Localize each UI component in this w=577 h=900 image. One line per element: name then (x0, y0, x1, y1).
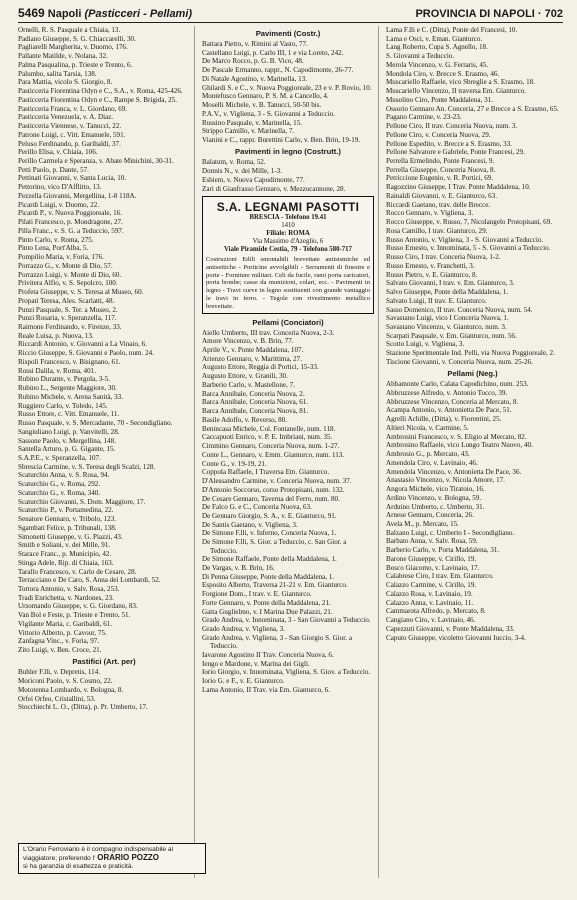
directory-entry: Picardi Luigi, v. Duomo, 22. (18, 200, 100, 209)
directory-entry: Lang Roberto, Cupa S. Agnello, 18. (386, 43, 488, 52)
directory-entry: Lama Antonio, II Trav. via Em. Gianturco, 6. (202, 685, 330, 694)
directory-entry: Scaturchio G., v. Roma, 340. (18, 488, 101, 497)
directory-entry: Palumbo, salita Tarsia, 138. (18, 69, 97, 78)
directory-entry: Musolino Ciro, Ponte Maddalena, 31. (386, 95, 493, 104)
directory-entry: Augusto Ettore, v. Granili, 30. (202, 372, 288, 381)
directory-entry: Stinga Adele, Rip. di Chiaia, 163. (18, 558, 114, 567)
directory-entry: Russo Antonio, v. Vigliena, 3 - S. Giovanni a Teduccio. (386, 235, 544, 244)
directory-entry: P.A.V., v. Vigliena, 3 - S. Giovanni a Teduccio. (202, 109, 335, 118)
directory-entry: Di Penna Giuseppe, Ponte della Maddalena, 1. (202, 572, 335, 581)
directory-entry: Scaturchio G., v. Roma, 292. (18, 480, 101, 489)
directory-entry: De Pascale Ermanno, rappr., N. Capodimonte, 26-77. (202, 66, 354, 75)
directory-entry: Amendola Ciro, v. Lavinaio, 46. (386, 458, 478, 467)
section-heading-pastifici: Pastifici (Art. per) (72, 657, 136, 667)
directory-entry: Pellone Ciro, v. Conceria Nuova, 29. (386, 130, 491, 139)
directory-entry: De Santis Gaetano, v. Vigliena, 3. (202, 520, 298, 529)
directory-entry: Pasticceria Fiorentina Odyn e C., Rampe S. Brigida, 25. (18, 95, 177, 104)
directory-entry: Balatum, v. Roma, 52. (202, 158, 266, 167)
directory-entry: Sbrescia Carmine, v. S. Teresa degli Scalzi, 128. (18, 462, 156, 471)
directory-entry: Abbruzzese Vincenzo, Conceria al Mercato, 8. (386, 397, 519, 406)
directory-entry: Rubino Durante, v. Pergola, 3-5. (18, 375, 111, 384)
directory-entry: Sasso Domenico, II trav. Conceria Nuova, num. 54. (386, 305, 533, 314)
advertisement-legnami-pasotti (202, 196, 374, 314)
directory-entry: Palma Pasqualina, p. Trieste e Trento, 6. (18, 60, 133, 69)
directory-entry: Rocco Giuseppe, v. Russo, 7, Nicolangelo Protopisani, 69. (386, 218, 553, 227)
directory-entry: Petriccione Eugenio, v. R. Portici, 69. (386, 174, 494, 183)
directory-entry: Porrazzo G., v. Monte di Dio, 57. (18, 261, 113, 270)
directory-entry: Conte L., Gennaro, v. Emm. Gianturco, num. 113. (202, 450, 345, 459)
pastifici-list (18, 668, 190, 711)
directory-entry: Sassone Paolo, v. Mergellina, 148. (18, 436, 116, 445)
directory-entry: De Simone F.lli, S. Gior. a Teduccio, c. San Gior. a Teduccio. (202, 538, 347, 555)
directory-entry: Russo Pasquale, v. S. Mercadante, 70 - Secondigliano. (18, 419, 173, 428)
column-1 (18, 26, 195, 878)
directory-entry: Tradi Enrichetta, v. Nardones, 23. (18, 593, 114, 602)
directory-entry: Riccio Giuseppe, S. Giovanni e Paolo, num. 24. (18, 349, 154, 358)
directory-entry: Agrelli Achille, (Ditta), v. Fiorentini, 25. (386, 415, 502, 424)
directory-entry: Coppola Raffaele, I Traversa Em. Gianturco. (202, 468, 330, 477)
directory-entry: Scaturchio Anna, v. S. Rosa, 94. (18, 471, 110, 480)
directory-entry: Vianini e C., rappr. Burettini Carlo, v. Ben. Brin, 19-19. (202, 136, 361, 145)
directory-entry: Picardi P., v. Nuova Poggioreale, 16. (18, 209, 122, 218)
directory-entry: Salvo Giuseppe, Ponte della Maddalena, 1. (386, 288, 509, 297)
directory-entry: De Falco G. e C., Conceria Nuova, 63. (202, 503, 312, 512)
directory-entry: Lama e Osci, v. Eman. Gianturco. (386, 34, 483, 43)
directory-entry: Barberio Carlo, v. Porta Maddalena, 31. (386, 546, 500, 555)
directory-entry: Pezzella Giovanni, Mergellina, 1-8 118A. (18, 191, 137, 200)
directory-entry: Senatore Gennaro, v. Tribolo, 123. (18, 515, 117, 524)
directory-entry: Merola Vincenzo, v. G. Ferraris, 45. (386, 60, 489, 69)
directory-columns (18, 26, 563, 878)
directory-entry: Barca Annibale, Conceria Nuova, 2. (202, 389, 305, 398)
directory-entry: Punzi Rosaria, v. Speranzella, 117. (18, 314, 117, 323)
directory-entry: De Simone F.lli, v. Inferno, Conceria Nuova, 1. (202, 529, 337, 538)
directory-entry: Pellone Ciro, II trav. Conceria Nuova, num. 3. (386, 122, 518, 131)
directory-entry: Donnis N., v. dei Mille, 1-3. (202, 167, 282, 176)
directory-entry: Barbato Anna, v. Salv. Rosa, 59. (386, 537, 478, 546)
directory-entry: Pilla Franc., v. S. G. a Teduccio, 597. (18, 226, 124, 235)
directory-entry: Terracciano e De Caro, S. Anna dei Lombardi, 52. (18, 576, 161, 585)
footer-advertisement-orario (18, 843, 206, 874)
directory-entry: Calazzo Rosa, v. Lavinaio, 19. (386, 589, 473, 598)
directory-entry: De Vargas, v. B. Brin, 16. (202, 563, 275, 572)
directory-entry: Calazzo Anna, v. Lavinaio, 11. (386, 598, 474, 607)
directory-entry: Petti Paolo, p. Dante, 57. (18, 165, 89, 174)
directory-entry: Ruggiero Carlo, v. Toledo, 145. (18, 401, 108, 410)
directory-entry: Rocco Gennaro, v. Vigliena, 3. (386, 209, 474, 218)
directory-entry: Russo Pietro, v. E. Gianturco, 8. (386, 270, 478, 279)
directory-entry: Pasticceria Venezuela, v. A. Diaz. (18, 113, 114, 122)
directory-entry: Riccardi Gaetano, trav. delle Brecce. (386, 200, 491, 209)
page-number: 5469 (18, 6, 45, 20)
directory-entry: Pettinati Giovanni, v. Santa Lucia, 10. (18, 174, 127, 183)
directory-entry: Buhler F.lli, v. Depretis, 114. (18, 668, 101, 677)
directory-entry: Montefusco Gennaro, P. S. M. a Cancello, 4. (202, 92, 329, 101)
ad-body-text: Costruzioni Edili smontabili brevettate antisismiche ed antisettiche - Porticine avvolgibili - Serramenti di finestre e porte - Forniture militari. Celi da fucile, rami porta caricatori, porta bombe; casse da munizioni, colari, ecc. - Pavimenti in legno - Travi curve in legno sostituenti con grande vantaggio le travi in ferro. - Tegole con rivestimento metallico brevettate. (206, 255, 370, 310)
directory-entry: Cimmino Gennaro, Conceria Nuova, num. 1-27. (202, 442, 340, 451)
directory-entry: Russo Ernesto, v. Innominata, 5 - S. Giovanni a Teduccio. (386, 244, 551, 253)
ad-branch-address: Via Massimo d'Azeglio, 6 (252, 237, 324, 245)
directory-entry: Forte Gennaro, v. Ponte della Maddalena, 21. (202, 598, 331, 607)
directory-entry: Scaturchio P., v. Portamedina, 22. (18, 506, 114, 515)
directory-entry: Muscariello Raffaele, vico Sbreglie a S. Erasmo, 18. (386, 78, 535, 87)
directory-entry: Rubino L., Sergente Maggiore, 30. (18, 384, 117, 393)
directory-entry: Stocchiecht L. O., (Ditta), p. Pr. Umberto, 17. (18, 703, 148, 712)
directory-entry: Pellone Espedito, v. Brecce a S. Erasmo, 33. (386, 139, 513, 148)
directory-entry: Pinto Carlo, v. Roma, 275. (18, 235, 94, 244)
directory-entry: Mondola Ciro, v. Brecce S. Erasmo, 46. (386, 69, 500, 78)
directory-entry: Arienzo Gennaro, v. Marittima, 27. (202, 354, 303, 363)
directory-entry: Russino Pasquale, v. Marinella, 15. (202, 118, 303, 127)
directory-entry: Grado Andrea, v. Innominata, 3 - San Giovanni a Teduccio. (202, 616, 371, 625)
directory-entry: Barone Giuseppe, v. Cirillo, 19. (386, 554, 477, 563)
directory-entry: Iorio Giorgio, v. Innominata, Vigliena, S. Giov. a Teduccio. (202, 668, 371, 677)
directory-entry: Tiscione Giovanni, v. Conceria Nuova, num. 25-26. (386, 357, 533, 366)
directory-entry: Perrella Giuseppe, Conceria Nuova, 8. (386, 165, 496, 174)
directory-entry: Augusto Ettore, Reggia di Portici, 15-33. (202, 363, 319, 372)
directory-entry: Basile Adolfo, v. Reverso, 80. (202, 415, 288, 424)
directory-entry: Caccapuoti Enrico, v. P. E. Imbriani, num. 35. (202, 433, 333, 442)
directory-entry: Zanfagna Vinc., v. Foria, 97. (18, 637, 100, 646)
directory-entry: Ragozzino Giuseppe, I Trav. Ponte Maddalena, 10. (386, 183, 531, 192)
pellami-conciatori-list (202, 329, 374, 695)
section-heading-pavimenti: Pavimenti (Costr.) (255, 29, 321, 38)
directory-entry: Propati Teresa, Ales. Scarlatti, 48. (18, 296, 115, 305)
directory-entry: Perillo Elisa, v. Chiaia, 106. (18, 148, 98, 157)
directory-entry: Ornelli, R. S. Pasquale a Chiaia, 13. (18, 26, 121, 34)
directory-entry: Simonetti Giuseppe, v. G. Piazzi, 43. (18, 532, 123, 541)
directory-entry: Abbruzzese Alfredo, v. Antonio Tocco, 39. (386, 388, 508, 397)
directory-entry: Savastano Luigi, vico I Conceria Nuova, 1. (386, 314, 509, 323)
directory-entry: Anastasio Vincenzo, v. Nicola Amore, 17. (386, 476, 505, 485)
directory-entry: Russo Ernesto, v. Franchetti, 3. (386, 261, 475, 270)
footer-ad-line2: si ha garanzia di esattezza e praticità. (23, 863, 134, 870)
header-section: (Pasticceri - Pellami) (84, 8, 193, 20)
directory-entry: Pasticceria Fiorentina Odyn e C., S.A., v. Roma, 425-426. (18, 87, 183, 96)
directory-entry: Gatta Guglielmo, v. I Marina Due Palazzi, 21. (202, 607, 333, 616)
directory-entry: Ambrosio G., p. Mercato, 43. (386, 450, 470, 459)
directory-entry: Strippo Camillo, v. Marinella, 7. (202, 127, 295, 136)
directory-entry: Pilati Francesco, p. Mondragone, 27. (18, 218, 123, 227)
directory-entry: Starace Franc., p. Municipio, 42. (18, 550, 112, 559)
directory-entry: Pellone Salvatore e Gabriele, Ponte Francesi, 29. (386, 148, 525, 157)
directory-entry: Rispoli Francesco, v. Bisignano, 61. (18, 357, 121, 366)
directory-entry: Moriconi Paolo, v. S. Cosmo, 22. (18, 677, 113, 686)
directory-entry: Battara Pietro, v. Rimini al Vasto, 77. (202, 40, 308, 48)
directory-entry: Aprile V., v. Ponte Maddalena, 107. (202, 346, 304, 355)
directory-entry: Di Natale Agostino, v. Marinella, 13. (202, 74, 307, 83)
header-right: PROVINCIA DI NAPOLI · 702 (415, 8, 563, 20)
directory-entry: Smith e Soliani, v. dei Mille, 91. (18, 541, 111, 550)
directory-entry: Ardino Vincenzo, v. Bologna, 59. (386, 493, 482, 502)
directory-entry: Balzano Luigi, c. Umberto I - Secondigliano. (386, 528, 515, 537)
directory-entry: Para Mattia, vicolo S. Giorgio, 8. (18, 78, 113, 87)
directory-entry: Perillo Carmela e Speranza, v. Abate Minichini, 30-31. (18, 157, 174, 166)
column-2 (202, 26, 379, 878)
directory-entry: Muscariello Vincenzo, II traversa Em. Gianturco. (386, 87, 527, 96)
directory-entry: Van Bol e Feste, p. Trieste e Trento, 51. (18, 611, 131, 620)
directory-entry: Pagano Carmine, v. 23-23. (386, 113, 462, 122)
directory-entry: Russo Ciro, I trav. Conceria Nuova, 1-2. (386, 253, 501, 262)
pasticceri-list (18, 26, 190, 654)
directory-entry: Calazzo Carmine, v. Cirillo, 19. (386, 581, 477, 590)
directory-entry: De Gennaro Giorgio, S. A., v. E. Gianturco, 91. (202, 511, 337, 520)
directory-entry: Amore Vincenzo, v. B. Brin, 77. (202, 337, 294, 346)
directory-entry: Scaturchio Giovanni, S. Dom. Maggiore, 17. (18, 497, 146, 506)
directory-entry: Zito Luigi, v. Ben. Croce, 21. (18, 646, 102, 655)
directory-entry: Barca Annibale, Conceria Nuova, 61. (202, 398, 309, 407)
directory-entry: Sangiuliano Luigi, p. Vanvitelli, 28. (18, 427, 120, 436)
directory-entry: Reale Luisa, p. Nuova, 13. (18, 331, 94, 340)
directory-entry: Iengo e Mardone, v. Marina dei Gigli. (202, 659, 310, 668)
directory-entry: Barberio Carlo, v. Mastellone, 7. (202, 380, 295, 389)
section-heading-pellami-negozianti: Pellami (Neg.) (447, 369, 498, 379)
directory-entry: Cammarota Alfredo, p. Mercato, 8. (386, 607, 486, 616)
directory-entry: Iorio G. e F., v. E. Gianturco. (202, 677, 285, 686)
page-header (18, 6, 563, 23)
directory-entry: De Cesare Gennaro, Taverna del Ferro, num. 80. (202, 494, 340, 503)
directory-entry: Ambrosino Raffaele, vico Lungo Teatro Nuovo, 40. (386, 441, 533, 450)
directory-entry: Salvato Giovanni, I trav. v. Em. Gianturco, 3. (386, 279, 515, 288)
directory-entry: Vittorio Alberto, p. Cavour, 75. (18, 628, 107, 637)
footer-ad-line1: L'Orario Ferroviario è il compagno indispensabile al viaggiatore; preferendo l' (23, 846, 174, 862)
directory-entry: Arnese Gennaro, Conceria, 26. (386, 511, 474, 520)
ad-branch-label: Filiale: ROMA (266, 229, 310, 237)
directory-entry: Rainaldi Giovanni, v. E. Gianturco, 63. (386, 191, 498, 200)
directory-entry: Ossorio Gennaro An. Conceria, 27 e Brecce a S. Erasmo, 65. (386, 104, 559, 113)
directory-entry: Sgambati Felice, p. Tribunali, 138. (18, 523, 117, 532)
directory-entry: Benincasa Michele, Col. Fontanelle, num. 118. (202, 424, 336, 433)
directory-entry: Ambrosini Francesco, v. S. Eligio al Mercato, 82. (386, 432, 527, 441)
directory-entry: Castellano Luigi, p. Carlo III, 1 e via Loreto, 242. (202, 48, 344, 57)
directory-entry: Grado Andrea, v. Vigliena, 3 - San Giorgio S. Gior. a Teduccio. (202, 633, 352, 651)
directory-entry: Peluso Ferdinando, p. Garibaldi, 37. (18, 139, 121, 148)
footer-ad-brand: ORARIO POZZO (97, 853, 159, 862)
header-left (18, 6, 192, 20)
ad-branch-telephone: Viale Piramide Cestia, 79 - Telefono 580-717 (224, 245, 352, 253)
directory-entry: Stazione Sperimentale Ind. Pelli, via Nuova Poggioreale, 2. (386, 349, 555, 358)
directory-entry: Cangiano Ciro, v. Lavinaio, 46. (386, 616, 476, 625)
directory-entry: Capezzuti Giovanni, v. Ponte Maddalena, 33. (386, 624, 515, 633)
directory-entry: Forgione Dom., I trav. v. E. Gianturco. (202, 590, 312, 599)
directory-entry: Bosco Giacomo, v. Lavinaio, 17. (386, 563, 480, 572)
directory-entry: Zari di Gianfrasso Gennaro, v. Mezzocannone, 28. (202, 184, 346, 193)
directory-entry: Savastano Vincenzo, v. Gianturco, num. 3. (386, 322, 507, 331)
directory-entry: Orfei Orfeo, Cristallini, 53. (18, 694, 96, 703)
directory-entry: Pasticceria Franca, v. L. Giordano, 69. (18, 104, 128, 113)
directory-entry: Santella Arturo, p. G. Gigante, 15. (18, 445, 116, 454)
directory-entry: Rossi Dalila, v. Roma, 401. (18, 366, 96, 375)
directory-entry: Pagliarelli Margherita, v. Duomo, 176. (18, 43, 128, 52)
column-3 (386, 26, 563, 878)
header-right-page: 702 (544, 8, 563, 20)
directory-entry: Riccardi Antonio, v. Giovanni a La Vinaio, 6. (18, 340, 147, 349)
directory-entry: Privitera Alfio, v. S. Sepolcro, 100. (18, 279, 118, 288)
directory-entry: Grado Andrea, v. Vigliena, 3. (202, 625, 285, 634)
directory-entry: Iavarone Agostino II Trav. Conceria Nuova, 6. (202, 650, 334, 659)
ad-year: 1410 (281, 221, 295, 229)
directory-entry: Esposito Alberto, Traversa 21-21 v. Em. Gianturco. (202, 581, 348, 590)
directory-entry: Altieri Nicola, v. Carmine, 5. (386, 423, 469, 432)
directory-entry: Barca Annibale, Conceria Nuova, 81. (202, 407, 309, 416)
directory-entry: Tortora Antonio, v. Salv. Rosa, 253. (18, 585, 120, 593)
directory-entry: Patrone Luigi, c. Vitt. Emanuele, 591. (18, 130, 126, 139)
directory-entry: Raimone Ferdinando, v. Firenze, 33. (18, 322, 122, 331)
directory-entry: Angora Michele, vico Tiratoio, 16. (386, 485, 485, 494)
directory-entry: Profeta Giuseppe, v. S. Teresa al Museo, 60. (18, 288, 144, 297)
directory-entry: Ursomando Giuseppe, v. G. Giordano, 83. (18, 602, 138, 611)
pellami-negozianti-list (386, 380, 559, 642)
directory-entry: Esbiem, v. Nuova Capodimonte, 77. (202, 175, 305, 184)
directory-entry: Pettorino, vico D'Afflitto, 13. (18, 183, 102, 192)
directory-entry: Russo Ettore, c. Vitt. Emanuele, 11. (18, 410, 120, 419)
directory-entry: Conte G., v. 19-19, 21. (202, 459, 267, 468)
directory-entry: Vigilante Maria, c. Garibaldi, 61. (18, 619, 113, 628)
directory-entry: Abbamonte Carlo, Calata Capodichino, num. 253. (386, 380, 529, 389)
directory-entry: Aiello Umberto, III trav. Conceria Nuova, 2-3. (202, 328, 335, 337)
directory-entry: Calabrese Ciro, I trav. Em. Gianturco. (386, 572, 494, 581)
directory-entry: Arduino Umberto, c. Umberto, 31. (386, 502, 485, 511)
directory-entry: Scarpati Pasquale, v. Em. Gianturco, num. 56. (386, 331, 517, 340)
directory-entry: Punzi Pasquale, S. Ter. a Museo, 2. (18, 305, 118, 314)
directory-entry: S.A.P.E., v. Speranzella, 107. (18, 453, 101, 462)
directory-entry: S. Giovanni a Teduccio. (386, 52, 455, 61)
directory-entry: Salvato Luigi, II trav. E. Gianturco. (386, 296, 487, 305)
directory-entry: Rubino Michele, v. Arena Sanità, 33. (18, 392, 123, 401)
directory-entry: Mototenna Lombardo, v. Bologna, 8. (18, 685, 124, 694)
section-heading-pellami-conciatori: Pellami (Conciatori) (252, 317, 324, 327)
header-title: Napoli (47, 8, 82, 20)
directory-entry: Ghilardi S. e C., v. Nuova Poggioreale, 23 e v. P. Rovio, 10. (202, 83, 372, 92)
directory-entry: De Marco Rocco, p. G. B. Vico, 48. (202, 57, 304, 66)
pellami-conciatori-continued-list (386, 26, 559, 366)
directory-entry: Pallante Matilde, v. Nolana, 32. (18, 52, 108, 61)
pavimenti-legno-list (202, 158, 374, 193)
pavimenti-list (202, 40, 374, 144)
directory-entry: Perrella Ermelindo, Ponte Francesi, 9. (386, 157, 495, 166)
directory-entry: Rosa Camillo, I trav. Gianturco, 29. (386, 226, 488, 235)
directory-entry: Moselli Michele, v. B. Tanucci, 50-50 bis. (202, 101, 322, 110)
directory-entry: Tarallo Francesco, v. Carlo de Cesare, 28. (18, 567, 137, 576)
directory-entry: Pinto Lena, Port'Alba, 5. (18, 244, 89, 253)
directory-entry: Lama F.lli e C. (Ditta), Ponte del Francesi, 10. (386, 26, 518, 34)
header-right-title: PROVINCIA DI NAPOLI (415, 8, 535, 20)
directory-entry: D'Alessandro Carmine, v. Conceria Nuova, num. 37. (202, 477, 352, 486)
directory-entry: Caputo Giuseppe, vicoletto Giovanni Iuccio, 3-4. (386, 633, 526, 642)
directory-entry: Padiano Giuseppe, S. G. Chiaccarelli, 30. (18, 34, 136, 43)
directory-entry: Acampa Antonio, v. Antonietta De Pace, 51. (386, 406, 512, 415)
directory-entry: Pompilio Maria, v. Foria, 176. (18, 253, 104, 262)
directory-entry: Avela M., p. Mercato, 15. (386, 520, 459, 528)
ad-city: BRESCIA - Telefono 19.41 (249, 213, 327, 221)
directory-entry: Scotto Luigi, v. Vigliena, 3. (386, 340, 465, 349)
ad-brand: S.A. LEGNAMI PASOTTI (216, 199, 360, 214)
directory-entry: Porrazzo Luigi, v. Monte di Dio, 60. (18, 270, 122, 279)
directory-entry: D'Antonio Soccorso, corso Protopisani, num. 132. (202, 485, 345, 494)
directory-entry: Amendola Vincenzo, v. Antonietta De Pace, 36. (386, 467, 522, 476)
directory-entry: Pasticceria Viennese, v. Tanucci, 22. (18, 122, 122, 131)
directory-entry: De Simone Raffaele, Ponte della Maddalena, 1. (202, 555, 337, 564)
section-heading-pavimenti-legno: Pavimenti in legno (Costrutt.) (235, 147, 341, 157)
